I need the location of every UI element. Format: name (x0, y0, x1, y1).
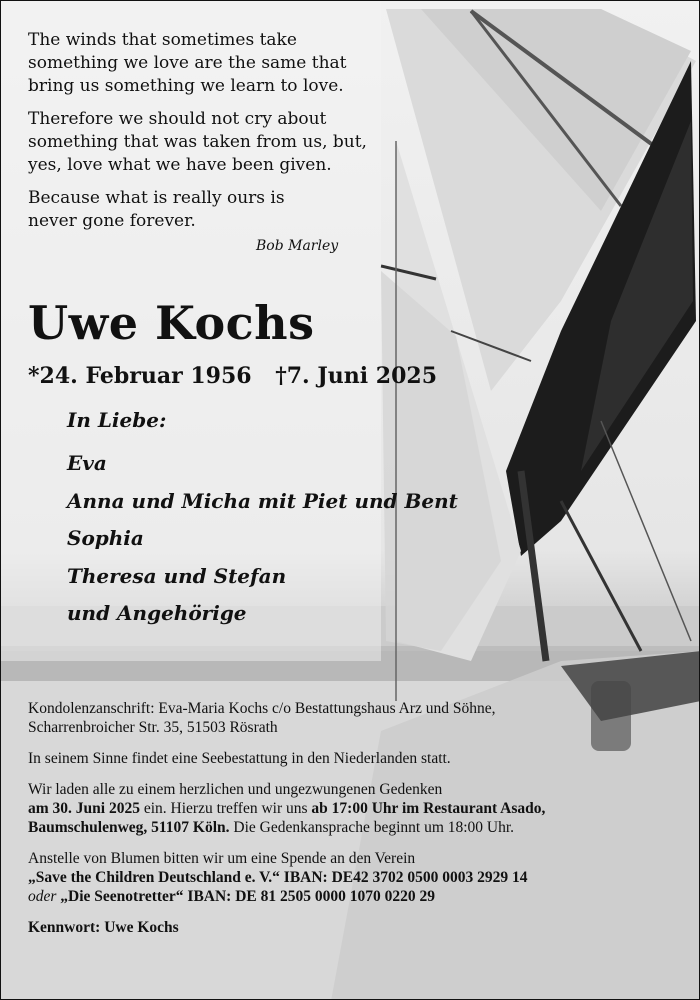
mourner-item: Theresa und Stefan (67, 563, 287, 588)
quote-author: Bob Marley (256, 238, 339, 254)
poem-quote (28, 29, 388, 243)
donation-request: Anstelle von Blumen bitten wir um eine Spende an den Verein „Save the Children Deutschland e. V.“ IBAN: DE42 3702 0500 0003 2929 14 oder „Die Seenotretter“ IBAN: DE 81 2505 0000 1070 0220 29 (28, 850, 528, 905)
memorial-invitation: Wir laden alle zu einem herzlichen und ungezwungenen Gedenken am 30. Juni 2025 ein. Hierzu treffen wir uns ab 17:00 Uhr im Restaurant Asado, Baumschulenweg, 51107 Köln. Die Gedenkansprache beginnt um 18:00 Uhr. (28, 781, 546, 836)
mourner-item: Anna und Micha mit Piet und Bent (67, 488, 458, 513)
quote-stanza-2: Therefore we should not cry about something that was taken from us, but, yes, love what we have been given. (28, 109, 367, 175)
quote-stanza-1: The winds that sometimes take something we love are the same that bring us something we learn to love. (28, 30, 347, 96)
mourner-item: Eva (67, 451, 107, 475)
mourner-item: und Angehörige (67, 601, 247, 625)
donation-keyword: Kennwort: Uwe Kochs (28, 919, 179, 936)
burial-notice: In seinem Sinne findet eine Seebestattung in den Niederlanden statt. (28, 750, 451, 767)
mourner-item: Sophia (67, 526, 144, 550)
mourners-intro: In Liebe: (67, 408, 167, 432)
birth-date: *24. Februar 1956 (28, 363, 252, 389)
condolence-address: Kondolenzanschrift: Eva-Maria Kochs c/o Bestattungshaus Arz und Söhne, Scharrenbroicher Str. 35, 51503 Rösrath (28, 700, 496, 736)
deceased-name: Uwe Kochs (28, 296, 315, 350)
life-dates (28, 363, 453, 389)
mourners-list (67, 408, 458, 638)
death-date: †7. Juni 2025 (275, 363, 438, 389)
obituary-content (1, 1, 700, 1000)
notice-details (28, 699, 668, 949)
quote-stanza-3: Because what is really ours is never gone forever. (28, 188, 285, 231)
